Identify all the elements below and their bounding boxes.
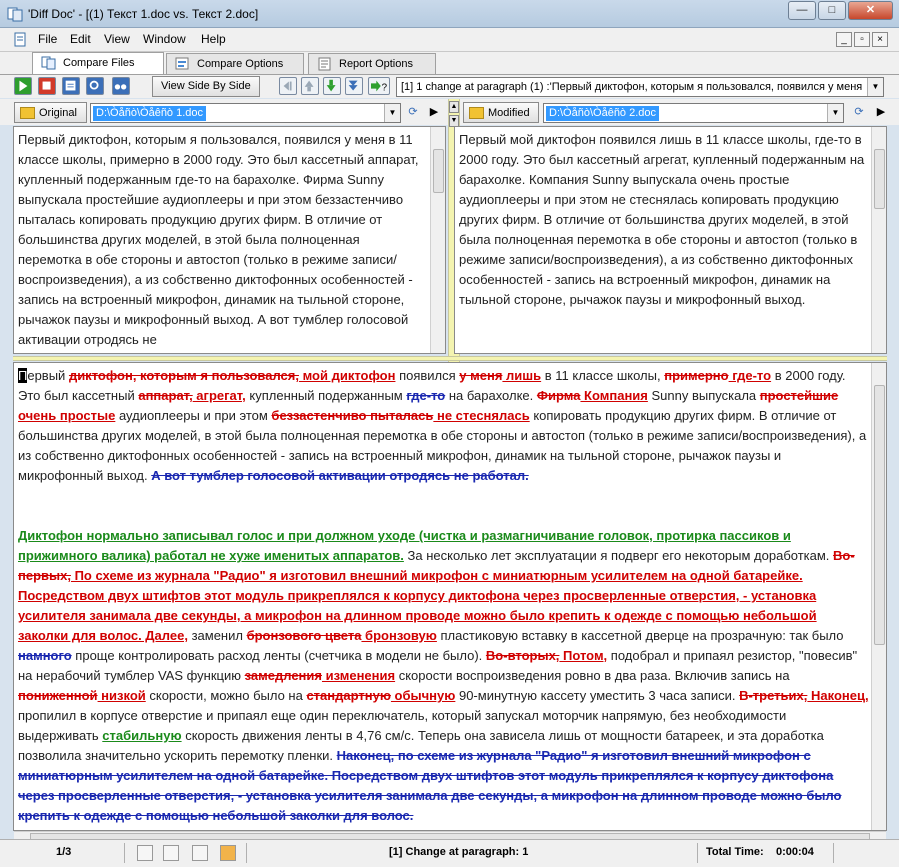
- minimize-button[interactable]: —: [788, 1, 816, 20]
- diff-paragraph-2: [18, 526, 869, 826]
- tab-compare-options[interactable]: [166, 53, 304, 74]
- original-text-pane[interactable]: [13, 126, 446, 354]
- deleted-text: Во-вторых,: [485, 648, 560, 663]
- inserted-text: мой диктофон: [298, 368, 396, 383]
- previous-change-icon[interactable]: [301, 77, 319, 95]
- last-change-icon[interactable]: [345, 77, 363, 95]
- menu-edit[interactable]: Edit: [70, 32, 91, 46]
- tab-compare-files[interactable]: [32, 52, 164, 74]
- text-cursor: П: [18, 368, 28, 383]
- maximize-button[interactable]: □: [818, 1, 846, 20]
- text-run: проще контролировать расход ленты (счетчика в модели не было).: [71, 648, 486, 663]
- deleted-text: пониженной: [18, 688, 98, 703]
- play-right-icon[interactable]: ▶: [876, 106, 886, 118]
- original-file-button[interactable]: [14, 102, 87, 123]
- text-run: копировать продукцию других фирм. В отличие от большинства других моделей, в этой была полноценная перемотка в обе стороны и автостоп (только в режиме записи/воспроизведения), а из собственно диктофонных особенностей - запись на встроенный микрофон, динамик на тыльной стороне, рычажок паузы и микрофонный выход.: [18, 408, 867, 483]
- toolbar: [0, 74, 899, 98]
- divider: [124, 843, 125, 863]
- status-bar: [0, 839, 899, 867]
- diff-vertical-scrollbar[interactable]: [871, 363, 886, 830]
- text-run: скорость движения ленты в 4,76 см/с. Теперь она зависела лишь от мощности батареек, и эта доработка позволила значительно ускорить перемотку пленки.: [18, 728, 824, 763]
- menu-file[interactable]: File: [38, 32, 58, 46]
- text-run: появился: [395, 368, 460, 383]
- inserted-text: изменения: [321, 668, 396, 683]
- text-run: пластиковую вставку в кассетной дверце на прозрачную: так было: [436, 628, 844, 643]
- inserted-text: По схеме из журнала "Радио" я изготовил внешний микрофон с миниатюрным усилителем на одной батарейке. Посредством двух штифтов этот модуль прикреплялся к корпусу диктофона через просверленные отверстия, - установка усилителя занимала две секунды, а микрофон на длинном проводе можно было крепить к одежде с помощью небольшой заколки для волос. Далее,: [18, 568, 817, 643]
- change-selector-value: [1] 1 change at paragraph (1) :'Первый диктофон, которым я пользовался, появился у меня: [401, 81, 863, 93]
- change-selector[interactable]: [396, 77, 884, 97]
- window-title: 'Diff Doc' - [(1) Текст 1.doc vs. Текст 2.doc]: [28, 7, 259, 21]
- inserted-text: где-то: [728, 368, 772, 383]
- tab-bar: [0, 52, 899, 74]
- inserted-text: очень простые: [18, 408, 116, 423]
- text-run: пропилил в корпусе отверстие и припаял еще один переключатель, который запускал моторчик напрямую, без необходимости выдерживать: [18, 708, 787, 743]
- modified-text-pane[interactable]: [454, 126, 887, 354]
- chevron-down-icon[interactable]: ▼: [867, 78, 883, 96]
- deleted-text: Во-первых,: [18, 548, 855, 583]
- inserted-text: Потом,: [559, 648, 608, 663]
- view-side-by-side-button[interactable]: View Side By Side: [152, 76, 260, 97]
- folder-icon: [469, 107, 484, 119]
- mdi-close-button[interactable]: ×: [872, 32, 888, 47]
- text-run: на барахолке.: [445, 388, 537, 403]
- diff-result-pane[interactable]: [13, 362, 887, 831]
- horizontal-splitter[interactable]: [13, 356, 887, 361]
- divider: [697, 843, 698, 863]
- splitter-down-arrow[interactable]: ▼: [449, 115, 459, 127]
- deleted-text: стандартную: [306, 688, 391, 703]
- inserted-text: агрегат,: [192, 388, 246, 403]
- binoculars-icon[interactable]: [112, 77, 130, 95]
- modified-text: Первый мой диктофон появился лишь в 11 классе школы, где-то в 2000 году. Это был кассетный агрегат, купленный подержанным на барахолке. Компания Sunny выпускала очень простые аудиоплееры и при этом не стеснялась копировать продукцию других фирм. В отличие от большинства других моделей, в этой была полноценная перемотка в обе стороны и автостоп (только в режиме записи/воспроизведения), а из собственно диктофонных особенностей - запись на встроенный микрофон, динамик на тыльной стороне, рычажок паузы и микрофонный выход.: [459, 132, 865, 307]
- compare-options-icon: [175, 57, 191, 71]
- text-run: 90-минутную кассету уместить 3 часа записи.: [455, 688, 740, 703]
- deleted-text: примерно: [664, 368, 729, 383]
- text-run: аудиоплееры и при этом: [115, 408, 272, 423]
- inserted-text: лишь: [502, 368, 542, 383]
- document-icon: [13, 32, 29, 48]
- tab-report-options-label: Report Options: [339, 58, 413, 70]
- first-change-icon[interactable]: [279, 77, 297, 95]
- next-change-icon[interactable]: [323, 77, 341, 95]
- mdi-minimize-button[interactable]: _: [836, 32, 852, 47]
- deleted-text: у меня: [459, 368, 503, 383]
- menu-bar: [0, 28, 899, 52]
- text-run: купленный подержанным: [245, 388, 407, 403]
- text-run: скорости воспроизведения ровно в два раза. Включив запись на: [395, 668, 790, 683]
- original-path: D:\Òåñò\Òåêñò 1.doc: [93, 106, 206, 121]
- chevron-down-icon[interactable]: ▼: [827, 104, 843, 122]
- app-icon: [7, 6, 23, 22]
- modified-file-button[interactable]: [463, 102, 539, 123]
- inserted-text: стабильную: [102, 728, 182, 743]
- tab-compare-files-label: Compare Files: [63, 57, 135, 69]
- text-run: подобрал и припаял резистор, "повесив" на нерабочий тумблер VAS функцию: [18, 648, 858, 683]
- svg-text:?: ?: [381, 82, 388, 94]
- menu-view[interactable]: View: [104, 32, 130, 46]
- text-run: За несколько лет эксплуатации я подверг его некоторым доработкам.: [403, 548, 834, 563]
- go-to-change-icon[interactable]: [368, 77, 390, 95]
- inserted-text: низкой: [97, 688, 146, 703]
- text-run: заменил: [187, 628, 247, 643]
- title-bar: [0, 0, 899, 28]
- diff-paragraph-1: [18, 366, 869, 486]
- modified-button-label: Modified: [488, 107, 530, 119]
- original-path-select[interactable]: [90, 103, 401, 123]
- chevron-down-icon[interactable]: ▼: [384, 104, 400, 122]
- left-vertical-scrollbar[interactable]: [430, 127, 445, 353]
- refresh-right-icon[interactable]: ⟳: [854, 106, 864, 118]
- inserted-text: бронзовую: [361, 628, 437, 643]
- refresh-left-icon[interactable]: ⟳: [408, 106, 418, 118]
- text-run: в 11 классе школы,: [541, 368, 665, 383]
- page-indicator: 1/3: [56, 846, 72, 858]
- deleted-text: беззастенчиво пыталась: [271, 408, 434, 423]
- run-compare-icon[interactable]: [14, 77, 32, 95]
- deleted-text: диктофон, которым я пользовался,: [68, 368, 299, 383]
- scroll-thumb[interactable]: [874, 149, 885, 209]
- paragraph-gap: [18, 486, 869, 526]
- deleted-text: простейшие: [759, 388, 839, 403]
- text-run: в 2000 году. Это был кассетный: [18, 368, 846, 403]
- report-options-icon: [317, 57, 333, 71]
- deleted-text: бронзового цвета: [246, 628, 362, 643]
- menu-help[interactable]: Help: [201, 32, 226, 46]
- deleted-text: Наконец, по схеме из журнала "Радио" я изготовил внешний микрофон с миниатюрным усилителем на одной батарейке. Посредством двух штифтов этот модуль прикреплялся к корпусу диктофона через просверленные отверстия, - установка усилителя занимала две секунды, а микрофон на длинном проводе можно было крепить к одежде с помощью небольшой заколки для волос.: [18, 748, 842, 823]
- deleted-text: В-третьих,: [739, 688, 808, 703]
- export-icon[interactable]: [192, 845, 208, 861]
- folder-icon: [20, 107, 35, 119]
- text-run: Sunny выпускала: [647, 388, 760, 403]
- original-text: Первый диктофон, которым я пользовался, появился у меня в 11 классе школы, примерно в 2000 году. Это был кассетный аппарат, купленный подержанным где-то на барахолке. Фирма Sunny выпускала простейшие аудиоплееры и при этом беззастенчиво пыталась копировать продукцию других фирм. В отличие от большинства других моделей, в этой была полноценная перемотка в обе стороны и автостоп (только в режиме записи/воспроизведения), а из собственно диктофонных особенностей - запись на встроенный микрофон, динамик на тыльной стороне, рычажок паузы и микрофонный выход. А вот тумблер голосовой активации отродясь не: [18, 132, 419, 347]
- inserted-text: обычную: [390, 688, 456, 703]
- scroll-thumb[interactable]: [433, 149, 444, 193]
- inserted-text: Наконец,: [807, 688, 869, 703]
- play-left-icon[interactable]: ▶: [429, 106, 439, 118]
- text-run: скорости, можно было на: [145, 688, 307, 703]
- total-time-value: 0:00:04: [776, 846, 814, 858]
- diff-text: [18, 366, 869, 826]
- modified-path-select[interactable]: [543, 103, 844, 123]
- divider: [246, 843, 247, 863]
- splitter-up-arrow[interactable]: ▲: [449, 101, 459, 113]
- text-run: ервый: [27, 368, 69, 383]
- divider: [833, 843, 834, 863]
- tab-compare-options-label: Compare Options: [197, 58, 284, 70]
- deleted-text: где-то: [406, 388, 446, 403]
- stop-icon[interactable]: [38, 77, 56, 95]
- deleted-text: замедления: [244, 668, 322, 683]
- mdi-restore-button[interactable]: ▫: [854, 32, 870, 47]
- inserted-text: не стеснялась: [433, 408, 530, 423]
- print-icon[interactable]: [163, 845, 179, 861]
- compare-files-icon: [41, 56, 57, 70]
- scroll-thumb[interactable]: [874, 385, 885, 645]
- modified-path: D:\Òåñò\Òåêñò 2.doc: [546, 106, 659, 121]
- deleted-text: Фирма: [536, 388, 581, 403]
- right-vertical-scrollbar[interactable]: [871, 127, 886, 353]
- save-report-icon[interactable]: [220, 845, 236, 861]
- menu-window[interactable]: Window: [143, 32, 186, 46]
- options-icon[interactable]: [86, 77, 104, 95]
- close-button[interactable]: ✕: [848, 1, 893, 20]
- tab-report-options[interactable]: [308, 53, 436, 74]
- deleted-text: А вот тумблер голосовой активации отродясь не работал.: [151, 468, 529, 483]
- inserted-text: Компания: [580, 388, 648, 403]
- original-button-label: Original: [39, 107, 77, 119]
- total-time-label: Total Time:: [706, 846, 764, 858]
- page-view-icon[interactable]: [137, 845, 153, 861]
- current-change: [1] Change at paragraph: 1: [389, 846, 529, 858]
- inserted-text: Диктофон нормально записывал голос и при должном уходе (чистка и размагничивание головок, протирка пассиков и прижимного валика) работал не хуже именитых аппаратов.: [18, 528, 791, 563]
- deleted-text: намного: [18, 648, 72, 663]
- deleted-text: аппарат,: [138, 388, 193, 403]
- report-icon[interactable]: [62, 77, 80, 95]
